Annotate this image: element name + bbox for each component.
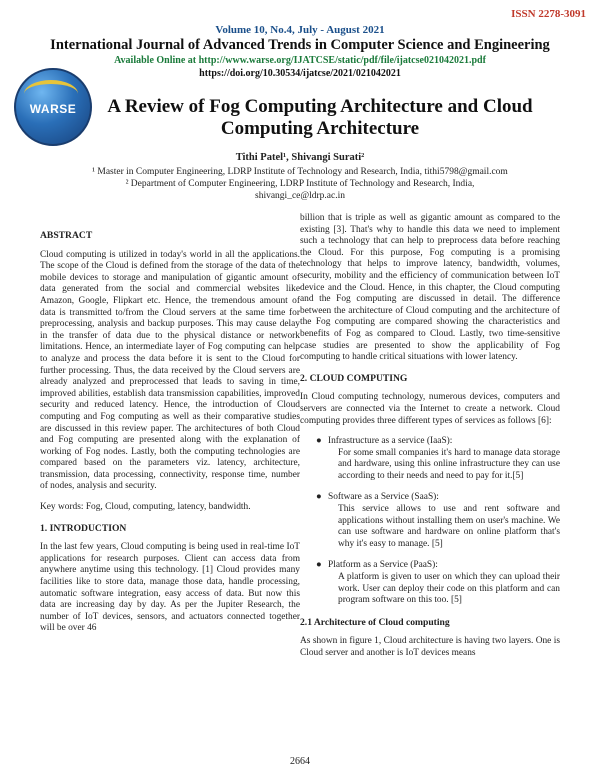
introduction-text: In the last few years, Cloud computing is being used in real-time IoT applications for research purposes. Client can access data from anywhere anytime using this technology. [1] Cloud provides many facilities like to store data, manage those data, handle processing, automatic software integration, easy access of data. But now this data are increasing day by day. As per the Jupiter Research, the number of IoT devices, sensors, and actuators connected together will be over 46 [40,542,300,634]
bullet-body: This service allows to use and rent software and applications without installing them on user's machine. We can use software and hardware on online platform that's why it's easy to manage. [5] [338,504,560,549]
bullet-dot-icon: ● [316,492,322,503]
bullet-body: A platform is given to user on which they can upload their work. User can deploy their code on this platform and can program software on this too. [5] [338,572,560,606]
architecture-heading: 2.1 Architecture of Cloud computing [300,616,450,628]
left-column [40,214,300,644]
cloud-computing-intro: In Cloud computing technology, numerous devices, computers and servers are connected via the Internet to create a network. Cloud computing provides three different types of services as follows [6]: [300,392,560,426]
warse-logo [14,68,92,146]
bullet-heading: Software as a Service (SaaS): [328,492,439,503]
architecture-text: As shown in figure 1, Cloud architecture is having two layers. One is Cloud server and another is IoT devices means [300,636,560,658]
bullet-heading: Platform as a Service (PaaS): [328,560,438,571]
journal-title: International Journal of Advanced Trends in Computer Science and Engineering [50,37,550,53]
abstract-heading: ABSTRACT [40,230,93,241]
abstract-text: Cloud computing is utilized in today's world in all the applications. The scope of the Cloud is defined from the storage of the data of the mobile devices to storage and manipulation of gigantic amount of data generated from the social and commercial websites like Amazon, Google, Flipkart etc. Hence, the tremendous amount of data is transmitted to/from the Cloud servers at the same time for preprocessing, analysis and backup purposes. This may cause delay in the transfer of data due to the physical distance or network limitations. Hence, an intermediate layer of Fog computing can help to analyze and process the data before it is sent to the Cloud for further processing. Thus, the data received by the Cloud servers are already analyzed and preprocessed that leads to saving in time, improved abilities, establish data transmission capabilities, improved security and reduced latency. Hence, the introduction of Cloud computing and Fog computing as well as their comparative studies are discussed in this review paper. The architectures of both Cloud and Fog computing are presented along with the explanation of working of Fog nodes. Lastly, both the computing technologies are compared based on the parameters viz. latency, architecture, transmission, data processing, connectivity, response time, number of nodes, analysis and security. [40,249,300,492]
issn-label: ISSN 2278-3091 [511,8,586,20]
right-column [300,213,560,669]
affiliation-2: ² Department of Computer Engineering, LDRP Institute of Technology and Research, India, [125,179,475,189]
continued-text: billion that is triple as well as gigantic amount as compared to the existing [3]. That's why to handle this data we need to implement such a technology that can help to preprocess data before reaching the Cloud. For this purpose, Fog computing is a promising technology that helps to improve latency, bandwidth, volumes, security, mobility and the efficiency of communication between IoT device and the Cloud. Hence, in this chapter, the Cloud computing and the Fog computing are discussed in detail. The difference between the architecture of Cloud computing and the architecture of the Fog computing are compared showing the characteristics and benefits of Fog as compared to Cloud. Lastly, two time-sensitive case studies are presented to show the applicability of Fog computing to handle critical situations with lower latency. [300,213,560,363]
affiliation-1: ¹ Master in Computer Engineering, LDRP Institute of Technology and Research, India, tithi5798@gmail.com [92,167,508,177]
availability-link[interactable]: Available Online at http://www.warse.org/IJATCSE/static/pdf/file/ijatcse021042021.pdf [114,55,486,66]
keywords: Key words: Fog, Cloud, computing, latency, bandwidth. [40,502,251,513]
paper-authors: Tithi Patel¹, Shivangi Surati² [235,152,365,163]
cloud-computing-heading: 2. CLOUD COMPUTING [300,372,408,384]
introduction-heading: 1. INTRODUCTION [40,522,127,534]
volume-line: Volume 10, No.4, July - August 2021 [215,24,385,36]
doi-link[interactable]: https://doi.org/10.30534/ijatcse/2021/021042021 [199,68,401,79]
bullet-iaas [316,436,560,482]
bullet-saas [316,492,560,550]
affiliation-3: shivangi_ce@ldrp.ac.in [255,191,345,201]
bullet-body: For some small companies it's hard to manage data storage and hardware, using this online infrastructure they can use according to their needs and need to pay for it.[5] [338,447,560,481]
bullet-heading: Infrastructure as a service (IaaS): [328,436,453,447]
bullet-dot-icon: ● [316,436,322,447]
bullet-paas [316,560,560,606]
logo-text: WARSE [29,102,77,116]
journal-header [0,24,600,80]
bullet-dot-icon: ● [316,560,322,571]
page-number: 2664 [290,756,310,767]
paper-title: A Review of Fog Computing Architecture and Cloud Computing Architecture [107,96,533,139]
